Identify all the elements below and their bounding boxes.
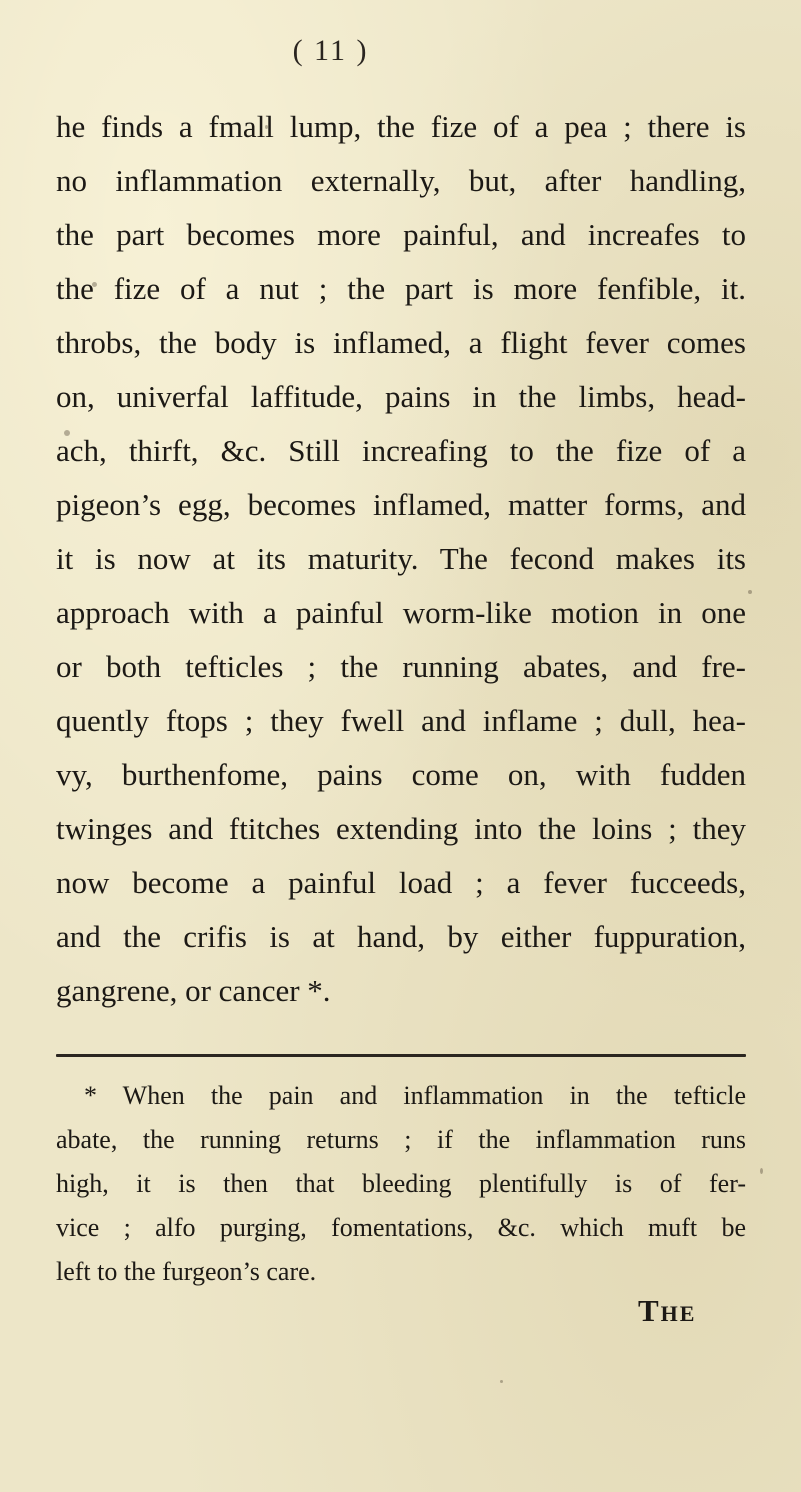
body-line: gangrene, or cancer *.: [56, 973, 331, 1008]
body-line: on, univerfal laffitude, pains in the limbs, head-: [56, 379, 746, 414]
page-number: ( 11 ): [292, 34, 369, 67]
footnote-line: high, it is then that bleeding plentifully is of fer-: [56, 1169, 746, 1198]
body-text: [56, 100, 746, 1018]
body-line: approach with a painful worm-like motion in one: [56, 595, 746, 630]
paper-speck: [265, 125, 268, 129]
body-line: the part becomes more painful, and increafes to: [56, 217, 746, 252]
paper-speck: [92, 282, 97, 287]
footnote: [56, 1074, 746, 1294]
paper-speck: [760, 1168, 763, 1174]
body-line: vy, burthenfome, pains come on, with fudden: [56, 757, 746, 792]
footnote-line: vice ; alfo purging, fomentations, &c. which muft be: [56, 1213, 746, 1242]
footnote-divider: [56, 1054, 746, 1057]
body-line: quently ftops ; they fwell and inflame ; dull, hea-: [56, 703, 746, 738]
paper-speck: [64, 430, 70, 436]
body-line: he finds a fmall lump, the fize of a pea ; there is: [56, 109, 746, 144]
body-line: the fize of a nut ; the part is more fenfible, it.: [56, 271, 746, 306]
footnote-line: * When the pain and inflammation in the tefticle: [84, 1081, 746, 1110]
body-line: and the crifis is at hand, by either fuppuration,: [56, 919, 746, 954]
body-line: ach, thirft, &c. Still increafing to the fize of a: [56, 433, 746, 468]
body-line: now become a painful load ; a fever fucceeds,: [56, 865, 746, 900]
body-line: or both tefticles ; the running abates, and fre-: [56, 649, 746, 684]
catchword: The: [638, 1293, 697, 1328]
body-line: twinges and ftitches extending into the loins ; they: [56, 811, 746, 846]
footnote-line: abate, the running returns ; if the inflammation runs: [56, 1125, 746, 1154]
body-line: throbs, the body is inflamed, a flight fever comes: [56, 325, 746, 360]
body-line: it is now at its maturity. The fecond makes its: [56, 541, 746, 576]
paper-speck: [500, 1380, 503, 1383]
body-line: pigeon’s egg, becomes inflamed, matter forms, and: [56, 487, 746, 522]
body-line: no inflammation externally, but, after handling,: [56, 163, 746, 198]
paper-speck: [748, 590, 752, 594]
footnote-line: left to the furgeon’s care.: [56, 1257, 317, 1286]
